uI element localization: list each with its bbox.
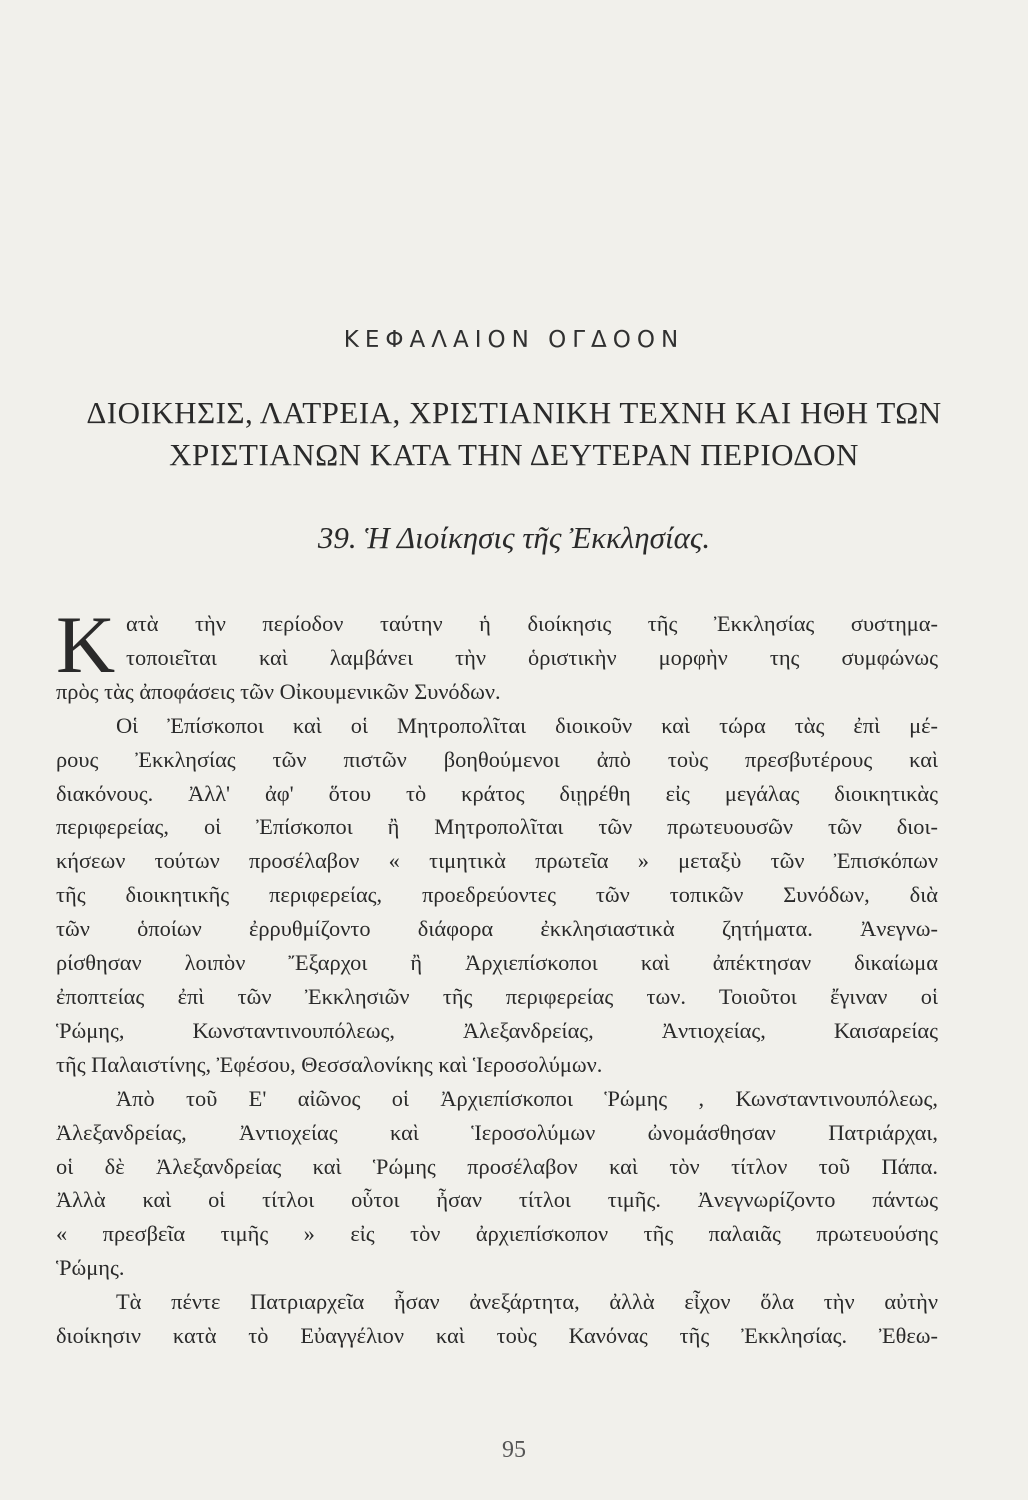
text-line: ἐποπτείας ἐπὶ τῶν Ἐκκλησιῶν τῆς περιφερείας των. Τοιοῦτοι ἔγιναν οἱ	[56, 983, 938, 1009]
text-line: τῶν ὁποίων ἐρρυθμίζοντο διάφορα ἐκκλησιαστικὰ ζητήματα. Ἀνεγνω-	[56, 916, 938, 942]
text-line: Οἱ Ἐπίσκοποι καὶ οἱ Μητροπολῖται διοικοῦν καὶ τώρα τὰς ἐπὶ μέ-	[116, 712, 938, 738]
text-line: τοποιεῖται καὶ λαμβάνει τὴν ὁριστικὴν μορφὴν της συμφώνως	[126, 644, 938, 670]
text-line: Ῥώμης, Κωνσταντινουπόλεως, Ἀλεξανδρείας, Ἀντιοχείας, Καισαρείας	[56, 1017, 938, 1043]
page-number: 95	[502, 1437, 526, 1463]
text-line: τῆς Παλαιστίνης, Ἐφέσου, Θεσσαλονίκης καὶ Ἱεροσολύμων.	[56, 1051, 603, 1077]
text-line: Ἀπὸ τοῦ Ε' αἰῶνος οἱ Ἀρχιεπίσκοποι Ῥώμης , Κωνσταντινουπόλεως,	[116, 1085, 938, 1111]
chapter-title-line: ΔΙΟΙΚΗΣΙΣ, ΛΑΤΡΕΙΑ, ΧΡΙΣΤΙΑΝΙΚΗ ΤΕΧΝΗ ΚΑΙ ΗΘΗ ΤΩΝ	[86, 395, 942, 430]
text-line: Ῥώμης.	[56, 1255, 125, 1281]
text-line: Ἀλεξανδρείας, Ἀντιοχείας καὶ Ἱεροσολύμων ὠνομάσθησαν Πατριάρχαι,	[56, 1119, 938, 1145]
text-line: « πρεσβεῖα τιμῆς » εἰς τὸν ἀρχιεπίσκοπον τῆς παλαιᾶς πρωτευούσης	[56, 1221, 938, 1247]
text-line: Ἀλλὰ καὶ οἱ τίτλοι οὗτοι ἦσαν τίτλοι τιμῆς. Ἀνεγνωρίζοντο πάντως	[56, 1187, 938, 1213]
section-heading: 39. Ἡ Διοίκησις τῆς Ἐκκλησίας.	[317, 520, 711, 555]
text-line: κήσεων τούτων προσέλαβον « τιμητικὰ πρωτεῖα » μεταξὺ τῶν Ἐπισκόπων	[56, 848, 938, 874]
chapter-label: ΚΕΦΑΛΑΙΟΝ ΟΓΔΟΟΝ	[343, 327, 685, 353]
body-text	[56, 599, 938, 1353]
text-line: ατὰ τὴν περίοδον ταύτην ἡ διοίκησις τῆς Ἐκκλησίας συστημα-	[126, 611, 938, 636]
text-line: διοίκησιν κατὰ τὸ Εὐαγγέλιον καὶ τοὺς Κανόνας τῆς Ἐκκλησίας. Ἐθεω-	[56, 1323, 938, 1349]
text-line: ρους Ἐκκλησίας τῶν πιστῶν βοηθούμενοι ἀπὸ τοὺς πρεσβυτέρους καὶ	[56, 746, 938, 772]
chapter-title	[40, 392, 988, 476]
text-line: διακόνους. Ἀλλ' ἀφ' ὅτου τὸ κράτος διῃρέθη εἰς μεγάλας διοικητικὰς	[56, 780, 938, 806]
drop-cap: Κ	[56, 599, 116, 690]
text-line: Τὰ πέντε Πατριαρχεῖα ἦσαν ἀνεξάρτητα, ἀλλὰ εἶχον ὅλα τὴν αὐτὴν	[116, 1289, 938, 1315]
text-line: τῆς διοικητικῆς περιφερείας, προεδρεύοντες τῶν τοπικῶν Συνόδων, διὰ	[56, 882, 938, 908]
chapter-title-line: ΧΡΙΣΤΙΑΝΩΝ ΚΑΤΑ ΤΗΝ ΔΕΥΤΕΡΑΝ ΠΕΡΙΟΔΟΝ	[169, 437, 859, 472]
text-line: περιφερείας, οἱ Ἐπίσκοποι ἢ Μητροπολῖται τῶν πρωτευουσῶν τῶν διοι-	[56, 814, 938, 840]
text-line: πρὸς τὰς ἀποφάσεις τῶν Οἰκουμενικῶν Συνόδων.	[56, 678, 501, 704]
text-line: ρίσθησαν λοιπὸν Ἔξαρχοι ἢ Ἀρχιεπίσκοποι καὶ ἀπέκτησαν δικαίωμα	[56, 950, 938, 976]
text-line: οἱ δὲ Ἀλεξανδρείας καὶ Ῥώμης προσέλαβον καὶ τὸν τίτλον τοῦ Πάπα.	[56, 1153, 938, 1179]
